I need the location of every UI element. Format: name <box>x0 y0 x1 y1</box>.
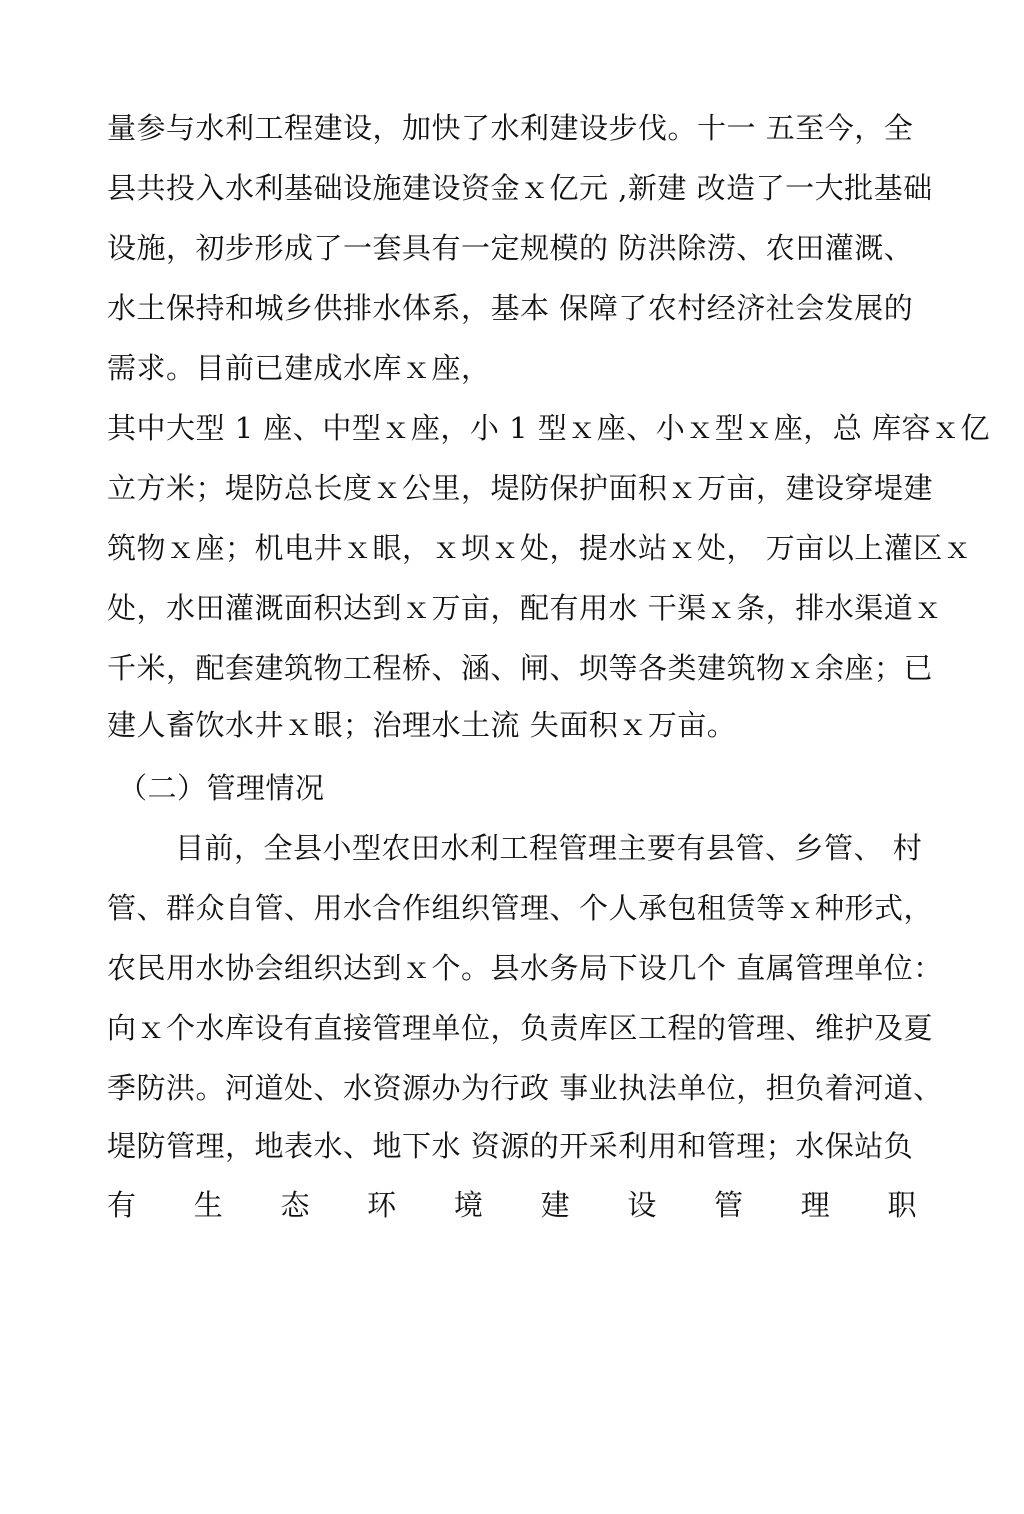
justified-char: 境 <box>453 1188 484 1222</box>
paragraph-2-line-4: 处，水田灌溉面积达到ｘ万亩，配有用水 干渠ｘ条，排水渠道ｘ <box>107 591 943 625</box>
justified-char: 有 <box>107 1188 137 1222</box>
paragraph-3-line-3: 农民用水协会组织达到ｘ个。县水务局下设几个 直属管理单位： <box>107 951 943 985</box>
justified-char: 职 <box>887 1188 917 1222</box>
paragraph-3-line-1: 目前，全县小型农田水利工程管理主要有县管、乡管、 村 <box>175 831 923 865</box>
justified-char: 态 <box>280 1188 310 1222</box>
section-heading: （二）管理情况 <box>118 771 325 805</box>
justified-char: 管 <box>714 1188 744 1222</box>
justified-char: 设 <box>627 1188 657 1222</box>
paragraph-1-line-5: 需求。目前已建成水库ｘ座， <box>107 351 491 385</box>
paragraph-3-line-6: 堤防管理，地表水、地下水 资源的开采利用和管理；水保站负 <box>107 1129 914 1163</box>
paragraph-2-line-5: 千米，配套建筑物工程桥、涵、闸、坝等各类建筑物ｘ余座；已 <box>107 651 934 685</box>
paragraph-3-line-4: 向ｘ个水库设有直接管理单位，负责库区工程的管理、维护及夏 <box>107 1011 934 1045</box>
paragraph-3-line-5: 季防洪。河道处、水资源办为行政 事业执法单位，担负着河道、 <box>107 1071 943 1105</box>
justified-char: 生 <box>193 1188 224 1222</box>
paragraph-1-line-4: 水土保持和城乡供排水体系，基本 保障了农村经济社会发展的 <box>107 291 914 325</box>
paragraph-2-line-2: 立方米；堤防总长度ｘ公里，堤防保护面积ｘ万亩，建设穿堤建 <box>107 471 934 505</box>
paragraph-2-line-6: 建人畜饮水井ｘ眼；治理水土流 失面积ｘ万亩。 <box>107 708 737 742</box>
justified-char: 建 <box>540 1188 571 1222</box>
paragraph-1-line-3: 设施，初步形成了一套具有一定规模的 防洪除涝、农田灌溉、 <box>107 231 914 265</box>
paragraph-1-line-1: 量参与水利工程建设，加快了水利建设步伐。十一 五至今，全 <box>107 111 914 145</box>
paragraph-3-line-7 <box>107 1185 917 1225</box>
justified-char: 环 <box>367 1188 397 1222</box>
paragraph-1-line-2: 县共投入水利基础设施建设资金ｘ亿元 ,新建 改造了一大批基础 <box>107 171 933 205</box>
paragraph-2-line-3: 筑物ｘ座；机电井ｘ眼，ｘ坝ｘ处，提水站ｘ处， 万亩以上灌区ｘ <box>107 531 973 565</box>
justified-char: 理 <box>800 1188 831 1222</box>
paragraph-2-line-1: 其中大型 1 座、中型ｘ座，小 1 型ｘ座、小ｘ型ｘ座，总 库容ｘ亿 <box>107 411 990 445</box>
paragraph-3-line-2: 管、群众自管、用水合作组织管理、个人承包租赁等ｘ种形式， <box>107 891 934 925</box>
